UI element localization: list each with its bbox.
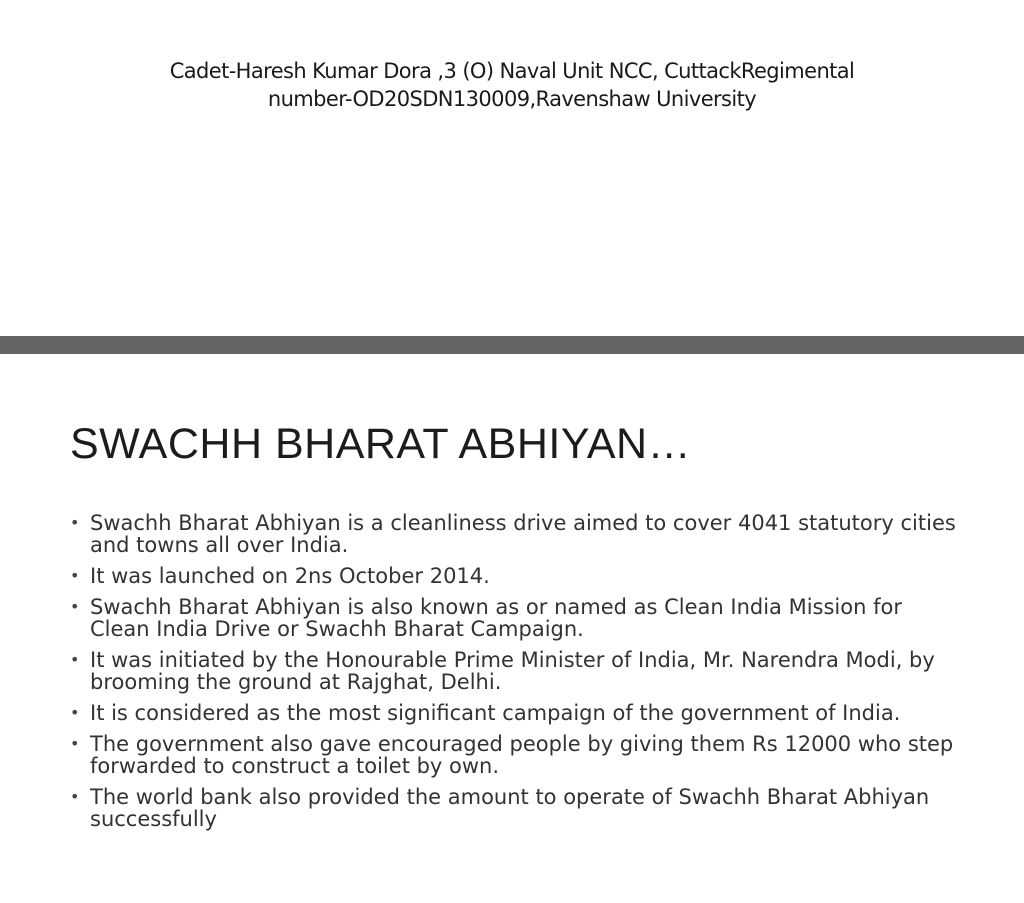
slide-divider [0, 336, 1024, 354]
bullet-item [68, 512, 968, 556]
bullet-list [68, 512, 968, 839]
current-slide [0, 354, 1024, 903]
bullet-text: It was initiated by the Honourable Prime Minister of India, Mr. Narendra Modi, by brooming the ground at Rajghat, Delhi. [90, 648, 935, 694]
bullet-item [68, 702, 968, 724]
bullet-marker: • [70, 513, 80, 532]
previous-slide-area [0, 0, 1024, 336]
author-credit-line-1: Cadet-Haresh Kumar Dora ,3 (O) Naval Unit NCC, CuttackRegimental [169, 59, 855, 83]
author-credit [0, 57, 1024, 113]
bullet-marker: • [70, 566, 80, 585]
bullet-marker: • [70, 597, 80, 616]
bullet-text: The world bank also provided the amount to operate of Swachh Bharat Abhiyan successfully [90, 785, 930, 831]
slide-title: SWACHH BHARAT ABHIYAN… [70, 420, 692, 468]
bullet-item [68, 733, 968, 777]
bullet-marker: • [70, 703, 80, 722]
bullet-text: The government also gave encouraged people by giving them Rs 12000 who step forwarded to construct a toilet by own. [90, 732, 954, 778]
bullet-marker: • [70, 734, 80, 753]
bullet-text: It is considered as the most significant campaign of the government of India. [90, 701, 901, 725]
bullet-marker: • [70, 787, 80, 806]
bullet-text: It was launched on 2ns October 2014. [90, 564, 490, 588]
bullet-item [68, 786, 968, 830]
author-credit-line-2: number-OD20SDN130009,Ravenshaw University [267, 87, 757, 111]
bullet-marker: • [70, 650, 80, 669]
bullet-item [68, 649, 968, 693]
bullet-item [68, 565, 968, 587]
bullet-text: Swachh Bharat Abhiyan is a cleanliness drive aimed to cover 4041 statutory cities and towns all over India. [90, 511, 956, 557]
bullet-item [68, 596, 968, 640]
bullet-text: Swachh Bharat Abhiyan is also known as or named as Clean India Mission for Clean India Drive or Swachh Bharat Campaign. [90, 595, 902, 641]
